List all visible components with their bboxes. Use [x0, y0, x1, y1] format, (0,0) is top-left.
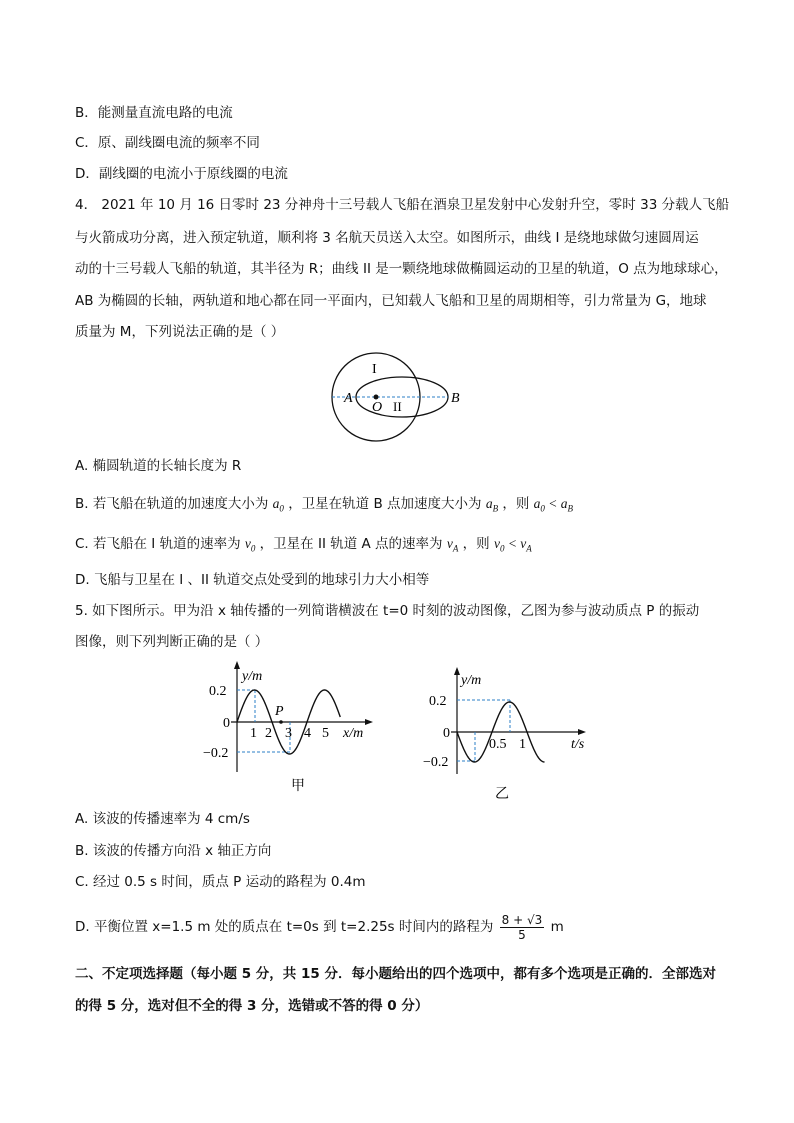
- orbit-diagram: [320, 350, 480, 450]
- earth-center-O: [374, 395, 379, 400]
- tick-t-1: 1: [519, 737, 526, 752]
- x-axis-label: x/m: [343, 726, 364, 741]
- tick-x-1: 1: [250, 726, 257, 741]
- fraction: [500, 913, 545, 942]
- q4-stem-line3: 动的十三号载人飞船的轨道，其半径为 R；曲线 II 是一颗绕地球做椭圆运动的卫星的轨道，O 点为地球球心，: [75, 261, 728, 277]
- inequality-a: $a_0 < a_B$: [533, 496, 574, 514]
- tick-y-zero: 0: [443, 726, 450, 741]
- tick-y-top: 0.2: [429, 694, 447, 709]
- tick-y-bottom: −0.2: [203, 746, 229, 761]
- tick-t-05: 0.5: [489, 737, 507, 752]
- q5-option-b: B. 该波的传播方向沿 x 轴正方向: [75, 843, 272, 859]
- q3-option-b: B．能测量直流电路的电流: [75, 105, 233, 121]
- symbol-a0: $a_0$: [272, 496, 284, 514]
- q3-option-d: D．副线圈的电流小于原线圈的电流: [75, 166, 288, 182]
- unit-m: m: [550, 919, 564, 935]
- graph-caption-jia: 甲: [291, 779, 305, 794]
- y-axis-arrow: [454, 667, 460, 675]
- tick-y-top: 0.2: [209, 684, 227, 699]
- point-p-dot: [279, 720, 283, 724]
- q4-option-b-text2: ，卫星在轨道 B 点加速度大小为: [288, 496, 482, 512]
- tick-x-3: 3: [285, 726, 292, 741]
- symbol-v0: $v_0$: [244, 536, 256, 554]
- q5-stem-line2: 图像，则下列判断正确的是（ ）: [75, 634, 269, 650]
- q5-option-d: [75, 910, 564, 944]
- label-O: O: [372, 400, 383, 415]
- q4-option-c: [75, 534, 532, 559]
- q4-option-c-text3: ，则: [462, 536, 490, 552]
- point-p-label: P: [275, 704, 284, 719]
- x-axis-arrow: [365, 719, 373, 725]
- section2-heading-line2: 的得 5 分，选对但不全的得 3 分，选错或不答的得 0 分）: [75, 998, 429, 1014]
- q5-option-c: C. 经过 0.5 s 时间，质点 P 运动的路程为 0.4m: [75, 874, 366, 890]
- q4-option-c-text2: ，卫星在 II 轨道 A 点的速率为: [259, 536, 443, 552]
- tick-x-5: 5: [322, 726, 329, 741]
- inequality-v: $v_0 < v_A$: [493, 536, 532, 554]
- fraction-denominator: 5: [518, 927, 526, 942]
- q4-option-d: D. 飞船与卫星在 I 、II 轨道交点处受到的地球引力大小相等: [75, 572, 430, 588]
- tick-y-bottom: −0.2: [423, 755, 449, 770]
- q4-stem-line4: AB 为椭圆的长轴，两轨道和地心都在同一平面内，已知载人飞船和卫星的周期相等，引力常量为 G，地球: [75, 293, 707, 309]
- q4-option-a: A. 椭圆轨道的长轴长度为 R: [75, 458, 242, 474]
- fraction-numerator: 8 + √3: [501, 912, 543, 927]
- q4-option-c-text1: C. 若飞船在 I 轨道的速率为: [75, 536, 241, 552]
- label-A: A: [344, 391, 353, 406]
- y-axis-label: y/m: [242, 669, 263, 684]
- wave-graph-jia: [195, 658, 380, 798]
- label-B: B: [451, 391, 460, 406]
- q4-stem-line2: 与火箭成功分离，进入预定轨道，顺利将 3 名航天员送入太空。如图所示，曲线 I 是绕地球做匀速圆周运: [75, 230, 699, 246]
- q4-option-b: [75, 494, 573, 519]
- graph-caption-yi: 乙: [495, 787, 509, 802]
- q4-stem-line1: 4． 2021 年 10 月 16 日零时 23 分神舟十三号载人飞船在酒泉卫星发射中心发射升空，零时 33 分载人飞船: [75, 197, 730, 213]
- q4-stem-line5: 质量为 M，下列说法正确的是（ ）: [75, 324, 285, 340]
- tick-x-2: 2: [265, 726, 272, 741]
- tick-y-zero: 0: [223, 716, 230, 731]
- t-axis-arrow: [578, 729, 586, 735]
- q4-option-b-text3: ，则: [502, 496, 530, 512]
- t-axis-label: t/s: [571, 737, 585, 752]
- q5-stem-line1: 5. 如下图所示。甲为沿 x 轴传播的一列简谐横波在 t=0 时刻的波动图像，乙图为参与波动质点 P 的振动: [75, 603, 700, 619]
- tick-x-4: 4: [304, 726, 311, 741]
- symbol-aB: $a_B$: [485, 496, 499, 514]
- symbol-vA: $v_A$: [446, 536, 459, 554]
- q4-option-b-text1: B. 若飞船在轨道的加速度大小为: [75, 496, 269, 512]
- label-I: I: [372, 362, 377, 377]
- label-II: II: [393, 399, 402, 414]
- y-axis-arrow: [234, 661, 240, 669]
- q5-option-d-text: D. 平衡位置 x=1.5 m 处的质点在 t=0s 到 t=2.25s 时间内的路程为: [75, 919, 494, 935]
- q3-option-c: C．原、副线圈电流的频率不同: [75, 135, 260, 151]
- y-axis-label: y/m: [461, 673, 482, 688]
- vibration-graph-yi: [415, 664, 600, 804]
- q5-option-a: A. 该波的传播速率为 4 cm/s: [75, 811, 250, 827]
- section2-heading-line1: 二、不定项选择题（每小题 5 分，共 15 分．每小题给出的四个选项中，都有多个选项是正确的．全部选对: [75, 966, 716, 982]
